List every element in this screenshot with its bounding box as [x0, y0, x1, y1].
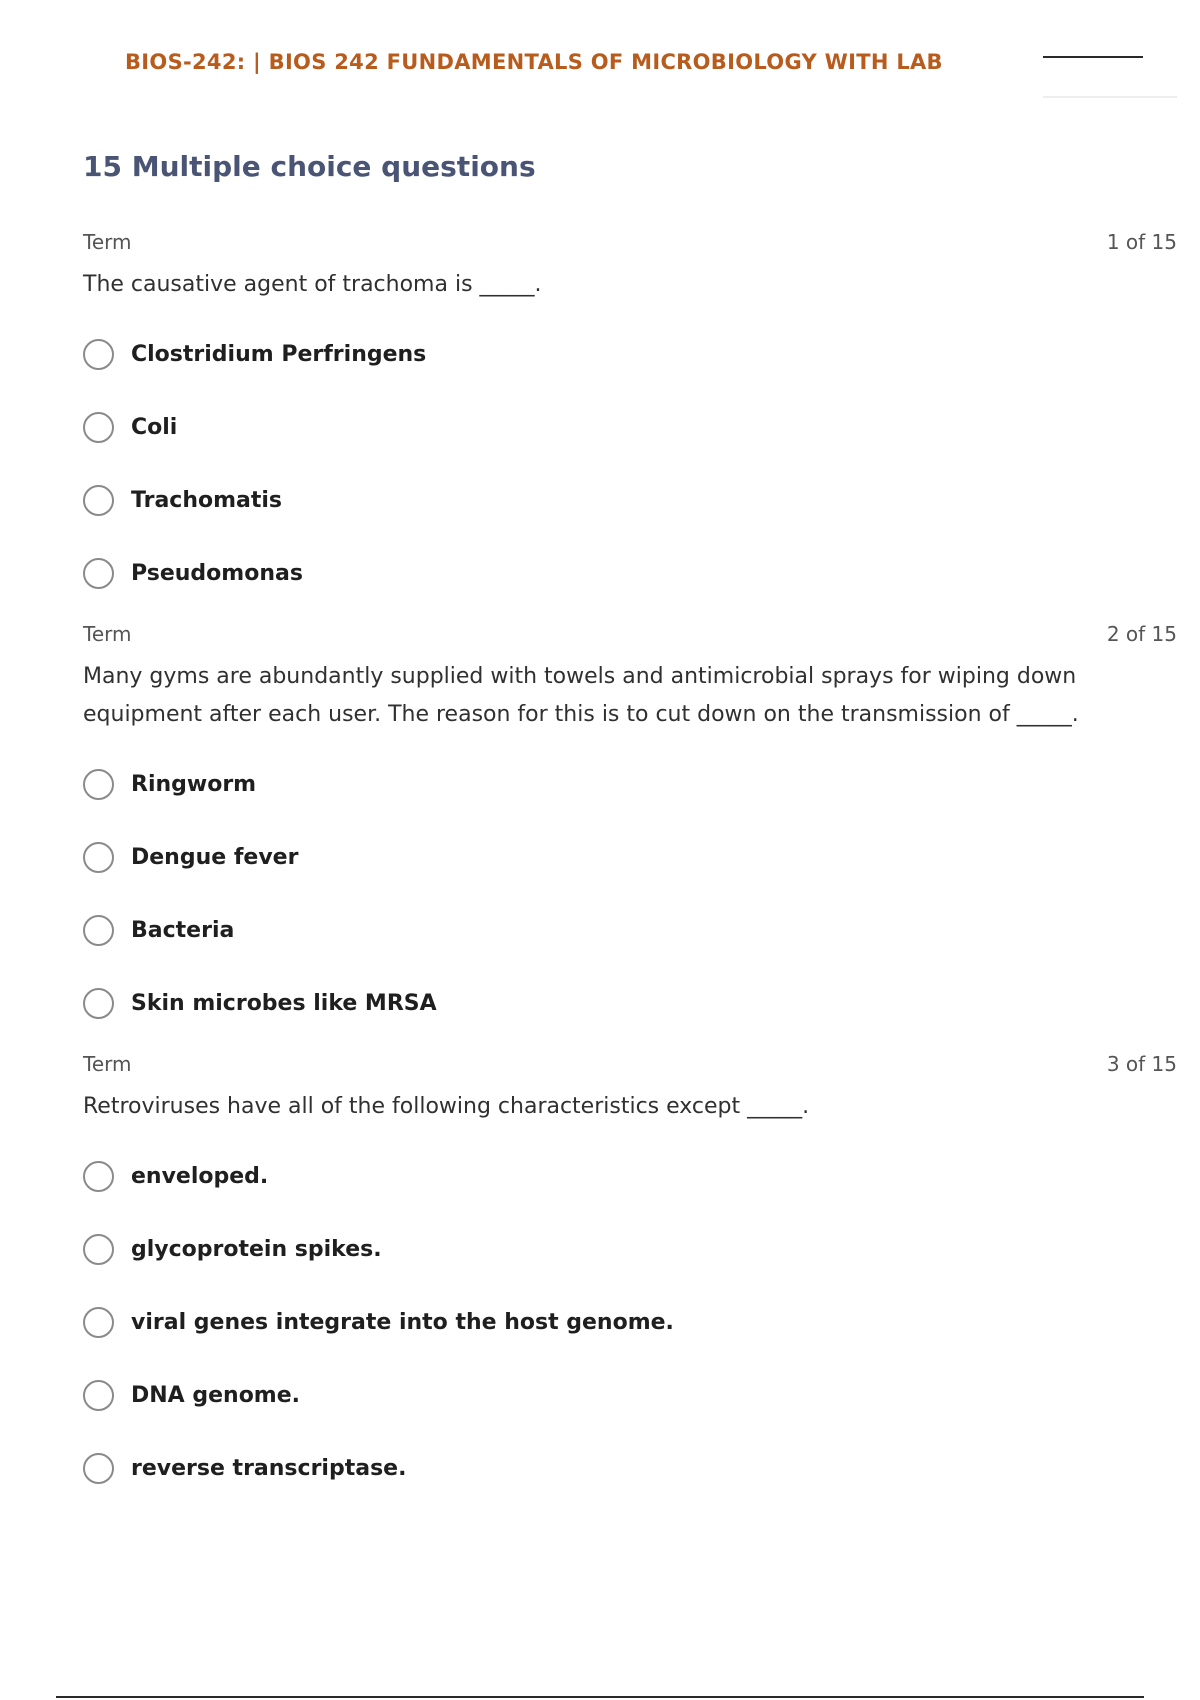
option-label: DNA genome.: [131, 1383, 301, 1408]
radio-button[interactable]: [83, 1234, 114, 1265]
header-rule: [1043, 56, 1143, 58]
question-text: Many gyms are abundantly supplied with towels and antimicrobial sprays for wiping down equipment after each user. The reason for this is to cut down on the transmission of _____.: [83, 664, 1079, 727]
radio-button[interactable]: [83, 769, 114, 800]
option-label: Skin microbes like MRSA: [131, 991, 437, 1016]
question-counter: 3 of 15: [1106, 1052, 1177, 1076]
question-counter: 2 of 15: [1106, 622, 1177, 646]
question-1: [83, 230, 1177, 610]
page-title: 15 Multiple choice questions: [83, 150, 536, 183]
radio-button[interactable]: [83, 558, 114, 589]
option-label: Clostridium Perfringens: [131, 342, 427, 367]
radio-button[interactable]: [83, 1380, 114, 1411]
question-text: Retroviruses have all of the following characteristics except _____.: [83, 1094, 810, 1119]
option-label: viral genes integrate into the host genome.: [131, 1310, 674, 1335]
option-pseudomonas[interactable]: [83, 537, 1177, 610]
option-bacteria[interactable]: [83, 894, 1177, 967]
term-label: Term: [83, 1052, 132, 1076]
option-enveloped[interactable]: [83, 1140, 1177, 1213]
option-coli[interactable]: [83, 391, 1177, 464]
question-text: The causative agent of trachoma is _____.: [83, 272, 542, 297]
radio-button[interactable]: [83, 1307, 114, 1338]
option-label: Ringworm: [131, 772, 257, 797]
question-3: [83, 1052, 1177, 1505]
option-label: Dengue fever: [131, 845, 299, 870]
options-list: [83, 1140, 1177, 1505]
option-dengue-fever[interactable]: [83, 821, 1177, 894]
option-viral-genes-integrate[interactable]: [83, 1286, 1177, 1359]
radio-button[interactable]: [83, 485, 114, 516]
radio-button[interactable]: [83, 842, 114, 873]
radio-button[interactable]: [83, 339, 114, 370]
course-header: BIOS-242: | BIOS 242 FUNDAMENTALS OF MICROBIOLOGY WITH LAB: [125, 50, 943, 74]
option-reverse-transcriptase[interactable]: [83, 1432, 1177, 1505]
option-label: reverse transcriptase.: [131, 1456, 407, 1481]
option-label: Pseudomonas: [131, 561, 303, 586]
option-glycoprotein-spikes[interactable]: [83, 1213, 1177, 1286]
question-2: [83, 622, 1177, 1040]
radio-button[interactable]: [83, 988, 114, 1019]
options-list: [83, 748, 1177, 1040]
option-label: glycoprotein spikes.: [131, 1237, 382, 1262]
option-trachomatis[interactable]: [83, 464, 1177, 537]
radio-button[interactable]: [83, 412, 114, 443]
term-label: Term: [83, 622, 132, 646]
footer-rule: [56, 1696, 1144, 1698]
option-clostridium-perfringens[interactable]: [83, 318, 1177, 391]
radio-button[interactable]: [83, 1161, 114, 1192]
option-ringworm[interactable]: [83, 748, 1177, 821]
radio-button[interactable]: [83, 915, 114, 946]
option-label: Coli: [131, 415, 178, 440]
option-label: enveloped.: [131, 1164, 269, 1189]
term-label: Term: [83, 230, 132, 254]
question-counter: 1 of 15: [1106, 230, 1177, 254]
option-label: Bacteria: [131, 918, 235, 943]
radio-button[interactable]: [83, 1453, 114, 1484]
options-list: [83, 318, 1177, 610]
option-skin-microbes-mrsa[interactable]: [83, 967, 1177, 1040]
option-dna-genome[interactable]: [83, 1359, 1177, 1432]
header-rule-faint: [1043, 96, 1177, 98]
option-label: Trachomatis: [131, 488, 283, 513]
